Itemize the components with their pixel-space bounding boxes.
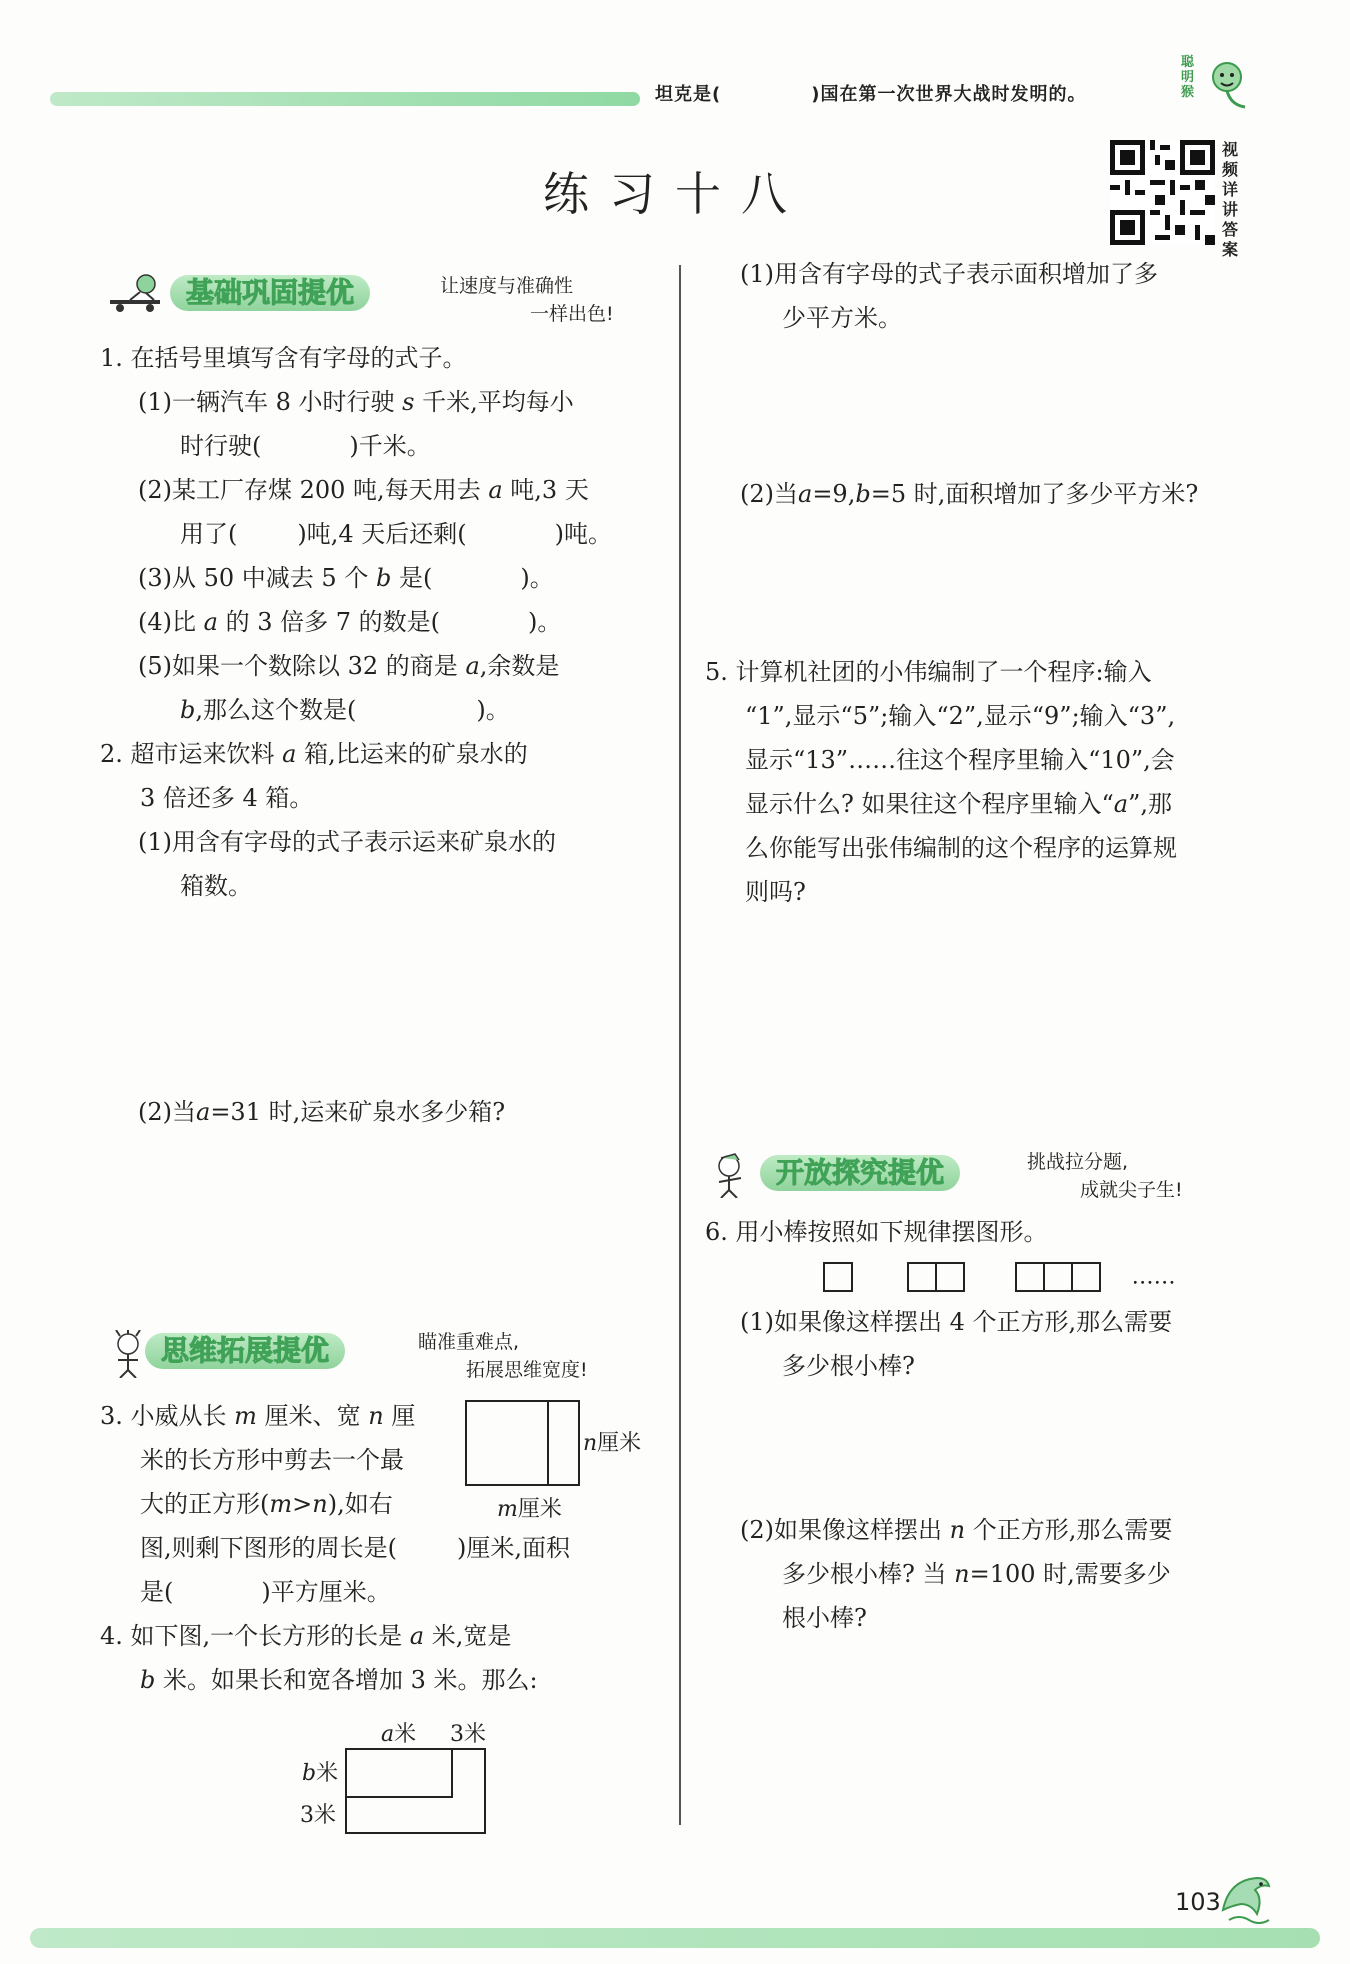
qr-code-label: 视频详讲答案 [1222, 140, 1239, 259]
q4-line2: b 米。如果长和宽各增加 3 米。那么: [140, 1666, 538, 1694]
q5-line2: “1”,显示“5”;输入“2”,显示“9”;输入“3”, [745, 702, 1176, 730]
section-slogan-line1: 瞄准重难点, [418, 1331, 520, 1353]
q1-part3: (3)从 50 中减去 5 个 b 是( )。 [138, 564, 554, 592]
pattern-square [823, 1262, 853, 1292]
monkey-mascot-icon [1175, 55, 1255, 115]
q3-line3: 大的正方形(m>n),如右 [140, 1490, 393, 1518]
page-number: 103 [1175, 1888, 1221, 1916]
q6-sub1-line1: (1)如果像这样摆出 4 个正方形,那么需要 [740, 1308, 1173, 1336]
q4-enlarged-rectangle [345, 1748, 486, 1834]
q6-sub2-line2: 多少根小棒? 当 n=100 时,需要多少 [782, 1560, 1171, 1588]
q2-line2: 3 倍还多 4 箱。 [140, 784, 314, 812]
mascot-label: 聪明猴 [1181, 55, 1195, 100]
q4-label-3-top: 3米 [450, 1722, 486, 1747]
q4-label-3-left: 3米 [300, 1803, 336, 1828]
q4-label-a: a米 [381, 1722, 417, 1747]
q1-part1-line2: 时行驶( )千米。 [180, 432, 431, 460]
q2-line1: 2. 超市运来饮料 a 箱,比运来的矿泉水的 [100, 740, 528, 768]
section-banner-open [705, 1151, 1265, 1201]
dolphin-icon [1215, 1870, 1275, 1934]
q4-line1: 4. 如下图,一个长方形的长是 a 米,宽是 [100, 1622, 512, 1650]
column-divider [679, 265, 681, 1825]
q6-stem: 6. 用小棒按照如下规律摆图形。 [705, 1218, 1048, 1246]
section-slogan-line2: 拓展思维宽度! [466, 1359, 588, 1381]
page-title: 练习十八 [543, 167, 807, 221]
q3-cut-line [547, 1402, 549, 1484]
q4-sub1-line2: 少平方米。 [782, 304, 902, 332]
q2-sub2: (2)当a=31 时,运来矿泉水多少箱? [138, 1098, 506, 1126]
q1-part5-line1: (5)如果一个数除以 32 的商是 a,余数是 [138, 652, 560, 680]
pattern-ellipsis: …… [1131, 1264, 1176, 1290]
q6-sub2-line3: 根小棒? [782, 1604, 867, 1632]
footer-decor-band [30, 1928, 1320, 1948]
section-slogan-line2: 一样出色! [530, 303, 614, 325]
pattern-square [1043, 1262, 1073, 1292]
q6-sub2-line1: (2)如果像这样摆出 n 个正方形,那么需要 [740, 1516, 1173, 1544]
pattern-square [907, 1262, 937, 1292]
section-title: 基础巩固提优 [170, 275, 370, 311]
q1-stem: 1. 在括号里填写含有字母的式子。 [100, 344, 467, 372]
q5-line1: 5. 计算机社团的小伟编制了一个程序:输入 [705, 658, 1152, 686]
q1-part5-line2: b,那么这个数是( )。 [180, 696, 510, 724]
q4-label-b: b米 [302, 1761, 339, 1786]
q5-line3: 显示“13”……往这个程序里输入“10”,会 [745, 746, 1175, 774]
q1-part4: (4)比 a 的 3 倍多 7 的数是( )。 [138, 608, 562, 636]
q6-stick-pattern [823, 1262, 1176, 1294]
q5-line4: 显示什么? 如果往这个程序里输入“a”,那 [745, 790, 1172, 818]
section-slogan-line1: 挑战拉分题, [1027, 1151, 1129, 1173]
pattern-square [1015, 1262, 1045, 1292]
q1-part2-line1: (2)某工厂存煤 200 吨,每天用去 a 吨,3 天 [138, 476, 589, 504]
pattern-square [935, 1262, 965, 1292]
q3-line4: 图,则剩下图形的周长是( )厘米,面积 [140, 1534, 570, 1562]
q3-label-length: m厘米 [497, 1497, 562, 1522]
q3-label-width: n厘米 [583, 1431, 642, 1456]
q4-sub2: (2)当a=9,b=5 时,面积增加了多少平方米? [740, 480, 1199, 508]
q4-original-rectangle [347, 1750, 453, 1798]
q3-rectangle-figure [465, 1400, 580, 1486]
q1-part2-line2: 用了( )吨,4 天后还剩( )吨。 [180, 520, 613, 548]
section-title: 思维拓展提优 [145, 1333, 345, 1369]
explorer-kid-icon [705, 1152, 761, 1198]
q2-sub1-line1: (1)用含有字母的式子表示运来矿泉水的 [138, 828, 556, 856]
q5-line6: 则吗? [745, 878, 806, 906]
pattern-square [1071, 1262, 1101, 1292]
section-banner-thinking [100, 1330, 660, 1381]
q2-sub1-line2: 箱数。 [180, 872, 252, 900]
q5-line5: 么你能写出张伟编制的这个程序的运算规 [745, 834, 1177, 862]
q4-sub1-line1: (1)用含有字母的式子表示面积增加了多 [740, 260, 1158, 288]
q3-line5: 是( )平方厘米。 [140, 1578, 391, 1606]
section-slogan-line2: 成就尖子生! [1080, 1179, 1183, 1201]
q3-line2: 米的长方形中剪去一个最 [140, 1446, 404, 1474]
q3-line1: 3. 小威从长 m 厘米、宽 n 厘 [100, 1402, 416, 1430]
section-slogan-line1: 让速度与准确性 [440, 275, 574, 297]
section-banner-basic [100, 272, 660, 325]
skateboard-kid-icon [100, 272, 170, 314]
qr-code-icon[interactable] [1110, 140, 1215, 245]
section-title: 开放探究提优 [760, 1155, 960, 1191]
trivia-question: 坦克是( )国在第一次世界大战时发明的。 [655, 84, 1087, 105]
header-decor-band [50, 92, 640, 106]
q1-part1-line1: (1)一辆汽车 8 小时行驶 s 千米,平均每小 [138, 388, 574, 416]
q6-sub1-line2: 多少根小棒? [782, 1352, 915, 1380]
